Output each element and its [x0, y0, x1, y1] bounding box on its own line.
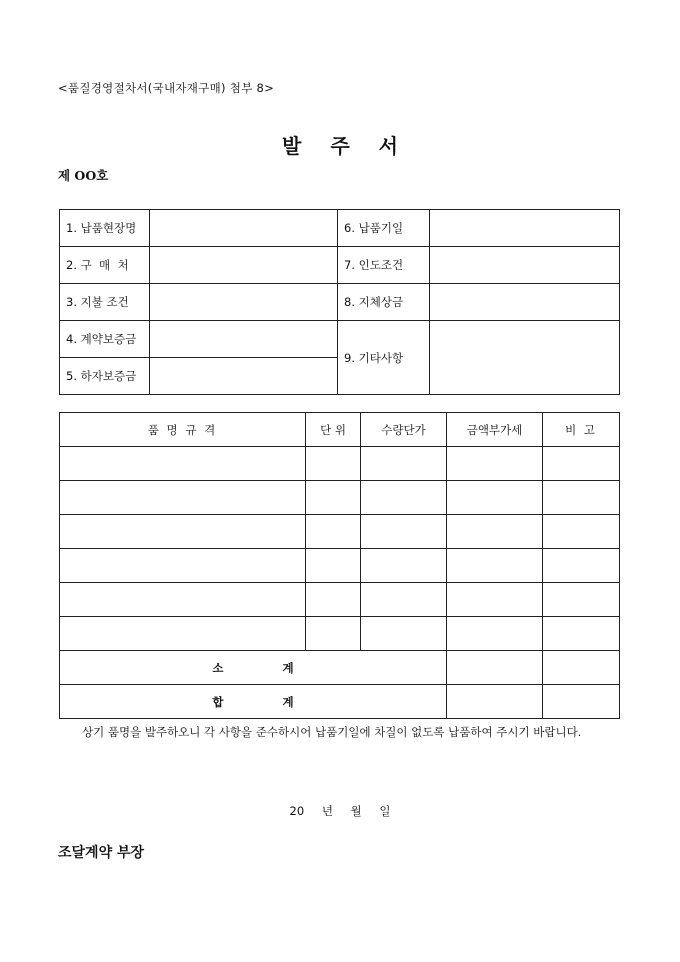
table-cell[interactable]	[543, 481, 620, 515]
delivery-terms-label: 7. 인도조건	[338, 247, 430, 284]
date-line: 20 년 월 일	[289, 804, 391, 818]
table-cell[interactable]	[306, 583, 361, 617]
table-cell[interactable]	[361, 515, 447, 549]
table-cell[interactable]	[543, 583, 620, 617]
table-cell[interactable]	[447, 447, 543, 481]
items-table	[59, 412, 620, 719]
contract-bond-label: 4. 계약보증금	[60, 321, 150, 358]
table-cell[interactable]	[543, 549, 620, 583]
delay-penalty-value[interactable]	[430, 284, 620, 321]
table-cell[interactable]	[447, 549, 543, 583]
table-cell[interactable]	[447, 583, 543, 617]
subtotal-label: 소 계	[60, 651, 447, 685]
table-cell[interactable]	[361, 617, 447, 651]
buyer-label: 2. 구 매 처	[60, 247, 150, 284]
order-info-table	[59, 209, 620, 395]
warranty-bond-label: 5. 하자보증금	[60, 358, 150, 395]
table-cell[interactable]	[543, 617, 620, 651]
col-header-unit: 단 위	[306, 413, 361, 447]
col-header-remarks: 비 고	[543, 413, 620, 447]
table-cell[interactable]	[60, 515, 306, 549]
table-cell[interactable]	[306, 515, 361, 549]
header-note: <품질경영절차서(국내자재구매) 첨부 8>	[58, 81, 275, 95]
table-cell[interactable]	[60, 481, 306, 515]
document-number: 제 OO호	[58, 168, 109, 183]
table-cell[interactable]	[306, 617, 361, 651]
total-label: 합 계	[60, 685, 447, 719]
table-cell[interactable]	[60, 447, 306, 481]
table-row	[60, 617, 620, 651]
delivery-terms-value[interactable]	[430, 247, 620, 284]
payment-terms-label: 3. 지불 조건	[60, 284, 150, 321]
table-row	[60, 447, 620, 481]
total-amount[interactable]	[447, 685, 543, 719]
col-header-qty-price: 수량단가	[361, 413, 447, 447]
other-notes-label: 9. 기타사항	[338, 321, 430, 395]
table-cell[interactable]	[361, 447, 447, 481]
subtotal-amount[interactable]	[447, 651, 543, 685]
page-title: 발 주 서	[282, 134, 398, 158]
table-cell[interactable]	[60, 617, 306, 651]
table-row	[60, 481, 620, 515]
warranty-bond-value[interactable]	[150, 358, 338, 395]
payment-terms-value[interactable]	[150, 284, 338, 321]
table-cell[interactable]	[543, 515, 620, 549]
table-row	[60, 583, 620, 617]
table-row	[60, 549, 620, 583]
table-cell[interactable]	[447, 481, 543, 515]
table-cell[interactable]	[60, 549, 306, 583]
delay-penalty-label: 8. 지체상금	[338, 284, 430, 321]
contract-bond-value[interactable]	[150, 321, 338, 358]
table-cell[interactable]	[306, 481, 361, 515]
table-cell[interactable]	[447, 515, 543, 549]
table-cell[interactable]	[306, 549, 361, 583]
table-cell[interactable]	[306, 447, 361, 481]
col-header-amount-vat: 금액부가세	[447, 413, 543, 447]
notice-text: 상기 품명을 발주하오니 각 사항을 준수하시어 납품기일에 차질이 없도록 납품하여 주시기 바랍니다.	[82, 725, 582, 739]
subtotal-row	[60, 651, 620, 685]
total-row	[60, 685, 620, 719]
other-notes-value[interactable]	[430, 321, 620, 395]
subtotal-remarks[interactable]	[543, 651, 620, 685]
delivery-date-value[interactable]	[430, 210, 620, 247]
table-cell[interactable]	[447, 617, 543, 651]
delivery-site-label: 1. 납품현장명	[60, 210, 150, 247]
buyer-value[interactable]	[150, 247, 338, 284]
delivery-site-value[interactable]	[150, 210, 338, 247]
table-cell[interactable]	[361, 583, 447, 617]
table-cell[interactable]	[60, 583, 306, 617]
delivery-date-label: 6. 납품기일	[338, 210, 430, 247]
table-cell[interactable]	[361, 481, 447, 515]
table-row	[60, 515, 620, 549]
table-cell[interactable]	[543, 447, 620, 481]
table-cell[interactable]	[361, 549, 447, 583]
col-header-item-spec: 품 명 규 격	[60, 413, 306, 447]
total-remarks[interactable]	[543, 685, 620, 719]
signer-title: 조달계약 부장	[58, 845, 145, 861]
